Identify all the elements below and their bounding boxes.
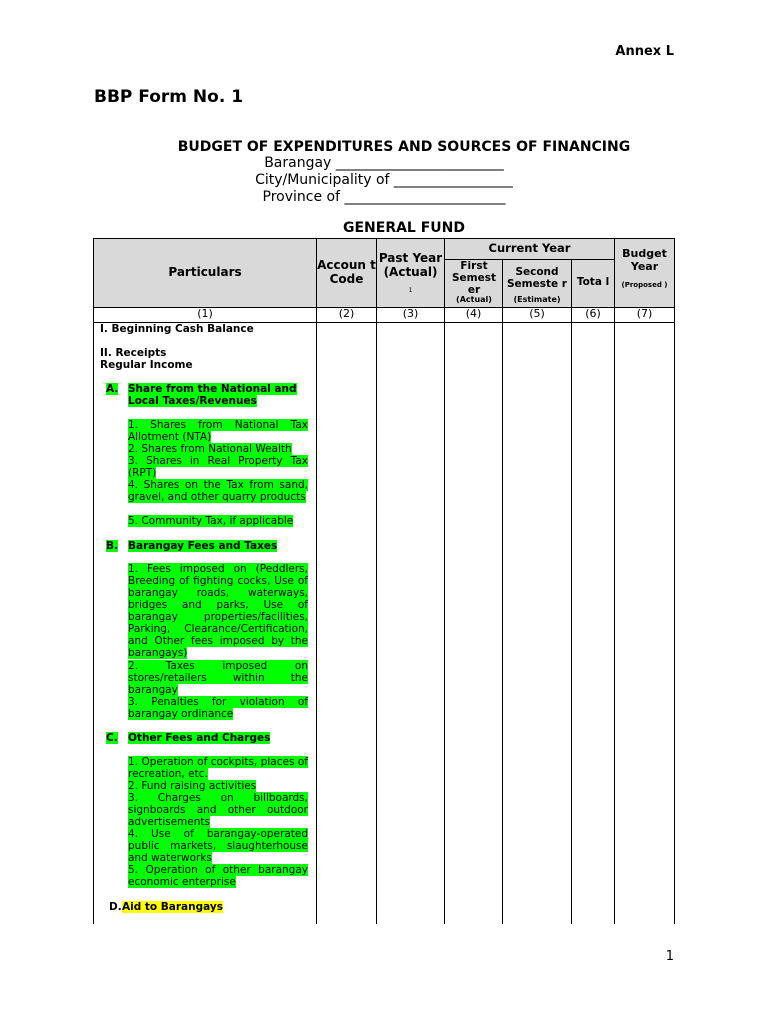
header-past-year: Past Year (Actual) (378, 251, 443, 279)
header-current-year: Current Year (488, 241, 571, 256)
col-number-5: (5) (529, 307, 545, 320)
header-first-semester-note: (Actual) (456, 294, 492, 304)
receipts-heading: II. Receipts (100, 347, 167, 359)
document-title: BUDGET OF EXPENDITURES AND SOURCES OF FINANCING (177, 139, 631, 155)
section-b-heading: Barangay Fees and Taxes (128, 540, 278, 552)
col-border-5 (502, 259, 503, 924)
item-c2: 2. Fund raising activities (128, 780, 257, 792)
city-line: City/Municipality of _________________ (255, 172, 513, 188)
section-b-letter: B. (106, 540, 118, 552)
col-border-3 (376, 238, 377, 924)
annex-label: Annex L (615, 44, 674, 59)
col-number-2: (2) (338, 307, 355, 320)
section-d-letter: D. (109, 901, 122, 913)
col-number-6: (6) (585, 307, 601, 320)
section-c-heading: Other Fees and Charges (128, 732, 271, 744)
item-c5: 5. Operation of other barangay economic enterprise (128, 864, 308, 888)
item-a3: 3. Shares in Real Property Tax (RPT) (128, 455, 308, 479)
col-number-7: (7) (636, 307, 653, 320)
item-a5: 5. Community Tax, if applicable (128, 515, 294, 527)
header-account-code: Accoun t Code (317, 257, 376, 286)
item-a4: 4. Shares on the Tax from sand, gravel, and other quarry products (128, 479, 308, 503)
col-border-4 (444, 238, 445, 924)
beginning-cash-balance: I. Beginning Cash Balance (100, 323, 254, 335)
page-number: 1 (665, 949, 674, 964)
item-b2: 2. Taxes imposed on stores/retailers within the barangay (128, 660, 308, 696)
item-b3: 3. Penalties for violation of barangay ordinance (128, 696, 308, 720)
form-number: BBP Form No. 1 (94, 87, 244, 107)
header-total: Tota l (576, 275, 610, 288)
col-border-8 (674, 238, 675, 924)
header-budget-year-note: (Proposed ) (621, 281, 668, 289)
col-border-1 (93, 238, 94, 924)
section-a-heading: Share from the National and Local Taxes/Revenues (128, 383, 297, 407)
item-a1: 1. Shares from National Tax Allotment (NTA) (128, 419, 308, 443)
section-d-heading: Aid to Barangays (122, 901, 223, 913)
section-c-letter: C. (106, 732, 118, 744)
item-c1: 1. Operation of cockpits, places of recreation, etc. (128, 756, 308, 780)
col-border-6 (571, 259, 572, 924)
col-number-4: (4) (465, 307, 482, 320)
item-b1: 1. Fees imposed on (Peddlers, Breeding of fighting cocks, Use of barangay roads, waterways, bridges and parks, Use of barangay properties/facilities, Parking, Clearance/Certification, and Other fees imposed by the barangays) (128, 563, 308, 659)
item-c4: 4. Use of barangay-operated public markets, slaughterhouse and waterworks (128, 828, 308, 864)
header-first-semester: First Semest er (451, 259, 496, 297)
regular-income-heading: Regular Income (100, 359, 193, 371)
col-number-3: (3) (402, 307, 419, 320)
header-budget-year: Budget Year (622, 247, 667, 273)
header-second-semester-note: (Estimate) (513, 294, 561, 304)
col-border-2 (316, 238, 317, 924)
province-line: Province of _______________________ (262, 189, 506, 205)
header-second-semester: Second Semeste r (507, 265, 567, 290)
header-past-year-note: 1 (408, 286, 413, 294)
barangay-line: Barangay ________________________ (264, 155, 504, 171)
fund-title: GENERAL FUND (342, 220, 465, 236)
item-c3: 3. Charges on billboards, signboards and other outdoor advertisements (128, 792, 308, 828)
item-a2: 2. Shares from National Wealth (128, 443, 292, 455)
col-border-7 (614, 238, 615, 924)
col-number-1: (1) (197, 307, 213, 320)
section-a-letter: A. (106, 383, 119, 395)
header-particulars: Particulars (168, 264, 242, 279)
